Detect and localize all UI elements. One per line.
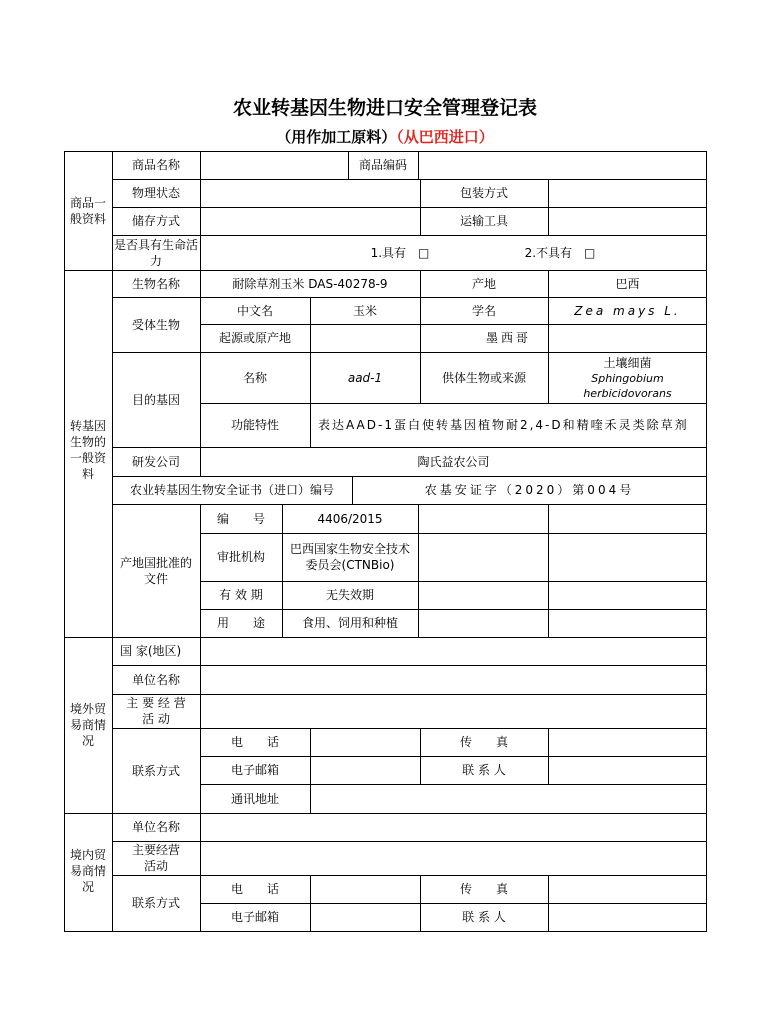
- approval-docs-label: 产地国批准的文件: [119, 555, 192, 586]
- foreign-person-value[interactable]: [548, 756, 707, 784]
- approval-no-label: 编 号: [216, 511, 265, 526]
- foreign-fax-label: 传 真: [459, 735, 508, 749]
- foreign-unit-label: 单位名称: [131, 672, 180, 687]
- agency-label: 审批机构: [216, 550, 265, 564]
- domestic-business-value[interactable]: [200, 841, 707, 875]
- domestic-person-value[interactable]: [548, 903, 707, 931]
- commodity-code-label: 商品编码: [358, 158, 407, 172]
- bio-name-label: 生物名称: [131, 276, 180, 291]
- section-commodity-general: 商品一般资料: [70, 195, 107, 226]
- foreign-country-value[interactable]: [200, 637, 707, 665]
- commodity-name-value[interactable]: [200, 151, 348, 179]
- cert-value: 农基安证字（2020）第004号: [424, 483, 635, 497]
- donor-line-2: Sphingobium herbicidovorans: [583, 371, 672, 400]
- source-label: 起源或原产地: [218, 331, 291, 345]
- domestic-contact-label: 联系方式: [131, 896, 180, 910]
- foreign-unit-value[interactable]: [200, 665, 707, 694]
- function-label: 功能特性: [230, 418, 279, 432]
- packing-value[interactable]: [548, 179, 707, 207]
- approval-no-value: 4406/2015: [317, 511, 383, 526]
- foreign-person-label: 联 系 人: [462, 763, 506, 777]
- foreign-email-label: 电子邮箱: [230, 763, 279, 777]
- gene-name-label: 名称: [242, 370, 267, 385]
- gene-name-value: aad-1: [347, 370, 383, 385]
- form-title: 农业转基因生物进口安全管理登记表: [232, 97, 537, 119]
- foreign-country-label: 国 家(地区): [120, 644, 182, 658]
- sci-name-value: Zea mays L.: [574, 303, 681, 318]
- domestic-phone-label: 电 话: [230, 882, 279, 896]
- cn-name-value: 玉米: [352, 303, 377, 318]
- recipient-label: 受体生物: [131, 317, 180, 332]
- domestic-fax-value[interactable]: [548, 875, 707, 903]
- domestic-unit-value[interactable]: [200, 813, 707, 841]
- section-gmo-general: 转基因生物的一般资料: [70, 419, 107, 481]
- donor-value: [548, 352, 707, 403]
- domestic-business-label: 主要经营活动: [131, 843, 180, 873]
- cn-name-label: 中文名: [236, 303, 273, 318]
- use-value: 食用、饲用和种植: [301, 616, 398, 630]
- foreign-address-label: 通讯地址: [230, 791, 279, 806]
- source-value: 墨西哥: [485, 331, 531, 345]
- donor-line-1: 土壤细菌: [603, 355, 652, 370]
- physical-state-value[interactable]: [200, 179, 420, 207]
- foreign-address-value[interactable]: [310, 784, 707, 813]
- vitality-label: 是否具有生命活力: [114, 237, 199, 268]
- commodity-name-label: 商品名称: [131, 158, 180, 172]
- section-foreign-trader: 境外贸易商情况: [70, 702, 107, 748]
- subtitle-origin: （从巴西进口）: [396, 128, 494, 146]
- domestic-unit-label: 单位名称: [131, 820, 180, 834]
- foreign-email-value[interactable]: [310, 756, 420, 784]
- packing-label: 包装方式: [459, 186, 508, 200]
- approval-no-extra-2[interactable]: [548, 504, 707, 533]
- domestic-person-label: 联 系 人: [462, 910, 506, 924]
- function-value: 表达AAD-1蛋白使转基因植物耐2,4-D和精喹禾灵类除草剂: [318, 418, 689, 432]
- company-label: 研发公司: [131, 454, 180, 469]
- valid-value: 无失效期: [325, 588, 374, 602]
- commodity-code-value[interactable]: [418, 151, 707, 179]
- domestic-email-value[interactable]: [310, 903, 420, 931]
- foreign-contact-label: 联系方式: [131, 763, 180, 778]
- foreign-phone-value[interactable]: [310, 728, 420, 756]
- valid-label: 有 效 期: [219, 588, 263, 602]
- subtitle-usage: （用作加工原料）: [276, 128, 397, 146]
- approval-no-extra-1[interactable]: [418, 504, 548, 533]
- storage-value[interactable]: [200, 207, 420, 235]
- foreign-business-label: 主 要 经 营 活 动: [126, 696, 186, 726]
- agency-value: 巴西国家生物安全技术委员会(CTNBio): [289, 542, 410, 572]
- physical-state-label: 物理状态: [131, 186, 180, 200]
- storage-label: 储存方式: [131, 214, 180, 228]
- transport-value[interactable]: [548, 207, 707, 235]
- vitality-option-no[interactable]: 2.不具有 □: [524, 245, 596, 260]
- foreign-fax-value[interactable]: [548, 728, 707, 756]
- use-label: 用 途: [216, 616, 265, 630]
- domestic-phone-value[interactable]: [310, 875, 420, 903]
- origin-label: 产地: [471, 276, 496, 291]
- donor-label: 供体生物或来源: [441, 370, 526, 385]
- domestic-fax-label: 传 真: [459, 882, 508, 896]
- target-gene-label: 目的基因: [131, 392, 180, 407]
- domestic-email-label: 电子邮箱: [230, 910, 279, 924]
- transport-label: 运输工具: [459, 214, 508, 228]
- foreign-business-value[interactable]: [200, 694, 707, 728]
- origin-value: 巴西: [615, 276, 640, 291]
- foreign-phone-label: 电 话: [230, 735, 279, 749]
- vitality-option-yes[interactable]: 1.具有 □: [370, 245, 430, 260]
- section-domestic-trader: 境内贸易商情况: [70, 848, 107, 894]
- bio-name-value: 耐除草剂玉米 DAS-40278-9: [232, 276, 388, 291]
- sci-name-label: 学名: [471, 303, 496, 318]
- cert-label: 农业转基因生物安全证书（进口）编号: [129, 483, 334, 497]
- company-value: 陶氏益农公司: [417, 454, 490, 469]
